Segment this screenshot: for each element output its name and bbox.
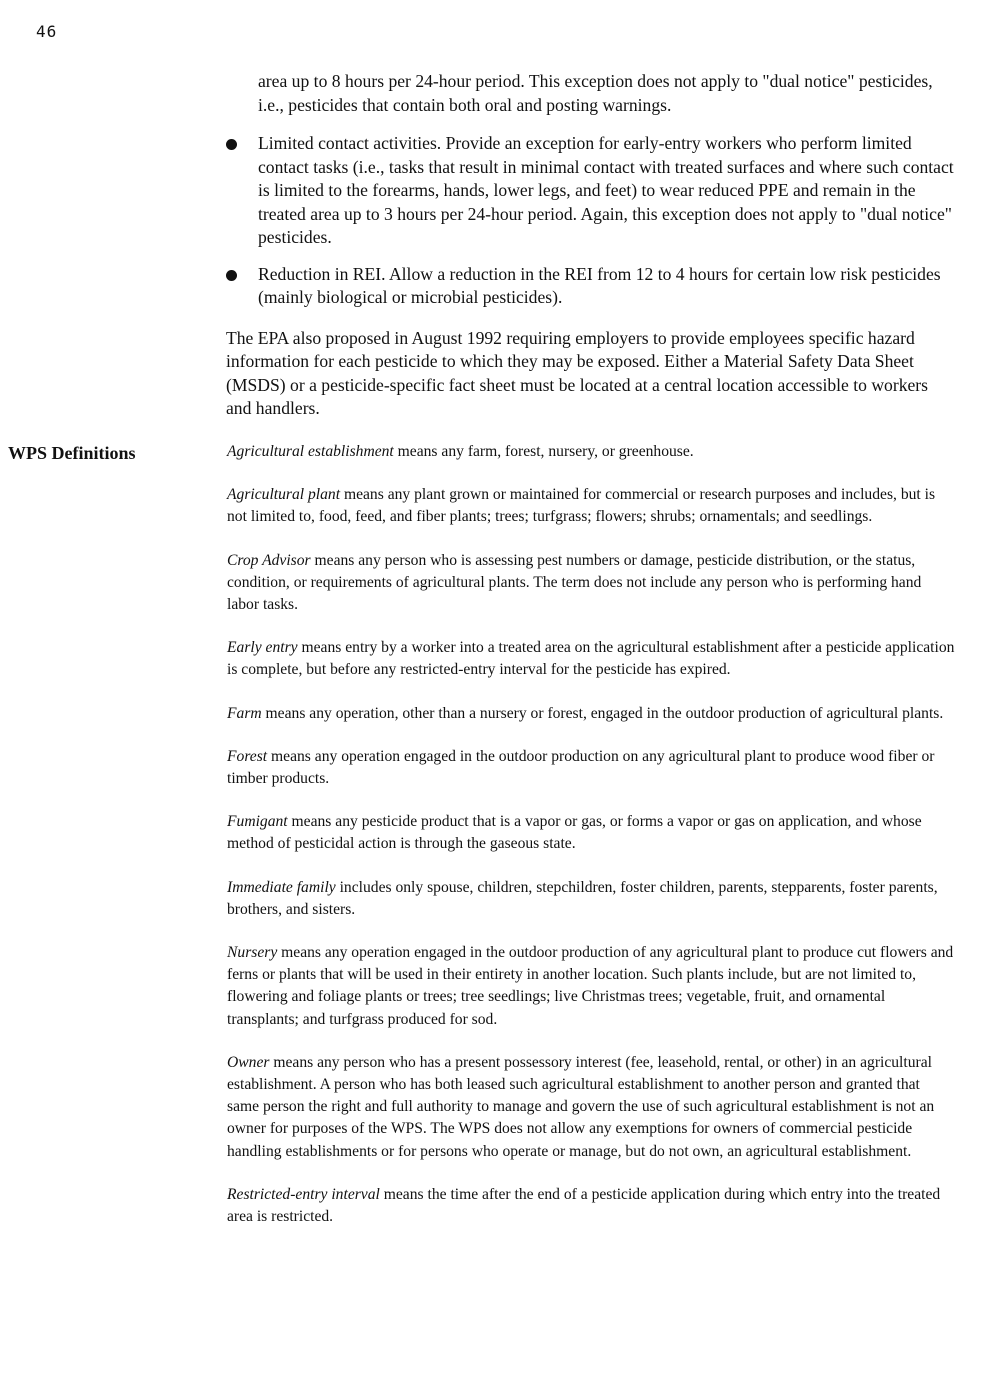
- definition-item: [227, 746, 955, 790]
- definition-text: includes only spouse, children, stepchildren, foster children, parents, stepparents, foster parents, brothers, and sisters.: [227, 878, 938, 918]
- definition-text: means any person who has a present possessory interest (fee, leasehold, rental, or other) in an agricultural establishment. A person who has both leased such agricultural establishment to another person and granted that same person the right and full authority to manage and govern the use of such agricultural establishment is not an owner for purposes of the WPS. The WPS does not allow any exemptions for owners of commercial pesticide handling establishments or for persons who operate or manage, but do not own, an agricultural establishment.: [227, 1053, 935, 1160]
- definition-item: [227, 441, 955, 463]
- definition-term: Fumigant: [227, 813, 288, 831]
- bullet-list: [226, 132, 956, 310]
- page-number: 46: [36, 22, 58, 41]
- definition-term: Restricted-entry interval: [227, 1185, 380, 1203]
- definition-term: Agricultural establishment: [227, 443, 394, 460]
- definition-item: [227, 703, 955, 725]
- bullet-text: Limited contact activities. Provide an exception for early-entry workers who perform limited contact tasks (i.e., tasks that result in minimal contact with treated surfaces and where such contact is limited to the forearms, hands, lower legs, and feet) to wear reduced PPE and remain in the treated area up to 3 hours per 24-hour period. Again, this exception does not apply to "dual notice" pesticides.: [258, 133, 954, 247]
- continuation-paragraph: area up to 8 hours per 24-hour period. This exception does not apply to "dual notice" pesticides, i.e., pesticides that contain both oral and posting warnings.: [258, 71, 933, 115]
- definition-term: Agricultural plant: [227, 486, 341, 504]
- definition-term: Owner: [227, 1053, 270, 1071]
- definition-text: means any operation engaged in the outdoor production of any agricultural plant to produce cut flowers and ferns or plants that will be used in their entirety in another location. Such plants include, but are not limited to, flowering and foliage plants or trees; tree seedlings; live Christmas trees; vegetable, fruit, and ornamental transplants; and turfgrass produced for sod.: [227, 944, 954, 1028]
- definition-text: means any farm, forest, nursery, or greenhouse.: [393, 443, 694, 460]
- definition-text: means any operation engaged in the outdoor production on any agricultural plant to produce wood fiber or timber products.: [227, 747, 935, 788]
- definition-term: Farm: [227, 704, 262, 722]
- definition-term: Nursery: [227, 944, 278, 962]
- bullet-text: Reduction in REI. Allow a reduction in the REI from 12 to 4 hours for certain low risk pesticides (mainly biological or microbial pesticides).: [258, 263, 941, 307]
- section-heading: WPS Definitions: [8, 443, 136, 463]
- definition-term: Forest: [227, 747, 268, 765]
- definitions-list: [227, 441, 955, 1249]
- definition-text: means any plant grown or maintained for commercial or research purposes and includes, but is not limited to, food, feed, and fiber plants; trees; turfgrass; flowers; shrubs; ornamentals; and seedlings.: [227, 486, 936, 526]
- bullet-dot-icon: [226, 270, 237, 281]
- bullet-item-limited-contact: [226, 132, 956, 250]
- definition-term: Immediate family: [227, 878, 336, 896]
- intro-section: [226, 70, 956, 421]
- definition-text: means the time after the end of a pesticide application during which entry into the treated area is restricted.: [227, 1185, 941, 1226]
- definition-item: [227, 942, 955, 1031]
- definition-item: [227, 637, 955, 681]
- definition-item: [227, 811, 955, 855]
- definition-term: Crop Advisor: [227, 551, 311, 569]
- msds-paragraph: The EPA also proposed in August 1992 requiring employers to provide employees specific hazard information for each pesticide to which they may be exposed. Either a Material Safety Data Sheet (MSDS) or a pesticide-specific fact sheet must be located at a central location accessible to workers and handlers.: [226, 327, 929, 418]
- definition-item: [227, 484, 955, 528]
- definition-term: Early entry: [227, 639, 298, 657]
- definition-item: [227, 1052, 955, 1163]
- definition-item: [227, 550, 955, 617]
- definition-item: [227, 1184, 955, 1228]
- definition-text: means entry by a worker into a treated area on the agricultural establishment after a pesticide application is complete, but before any restricted-entry interval for the pesticide has expired.: [227, 639, 955, 679]
- definition-text: means any operation, other than a nursery or forest, engaged in the outdoor production of agricultural plants.: [261, 704, 944, 722]
- definition-item: [227, 877, 955, 921]
- definition-text: means any person who is assessing pest numbers or damage, pesticide distribution, or the status, condition, or requirements of agricultural plants. The term does not include any person who is performing hand labor tasks.: [227, 551, 922, 614]
- definition-text: means any pesticide product that is a vapor or gas, or forms a vapor or gas on application, and whose method of pesticidal action is through the gaseous state.: [227, 813, 922, 853]
- bullet-dot-icon: [226, 139, 237, 150]
- bullet-item-rei-reduction: [226, 263, 956, 310]
